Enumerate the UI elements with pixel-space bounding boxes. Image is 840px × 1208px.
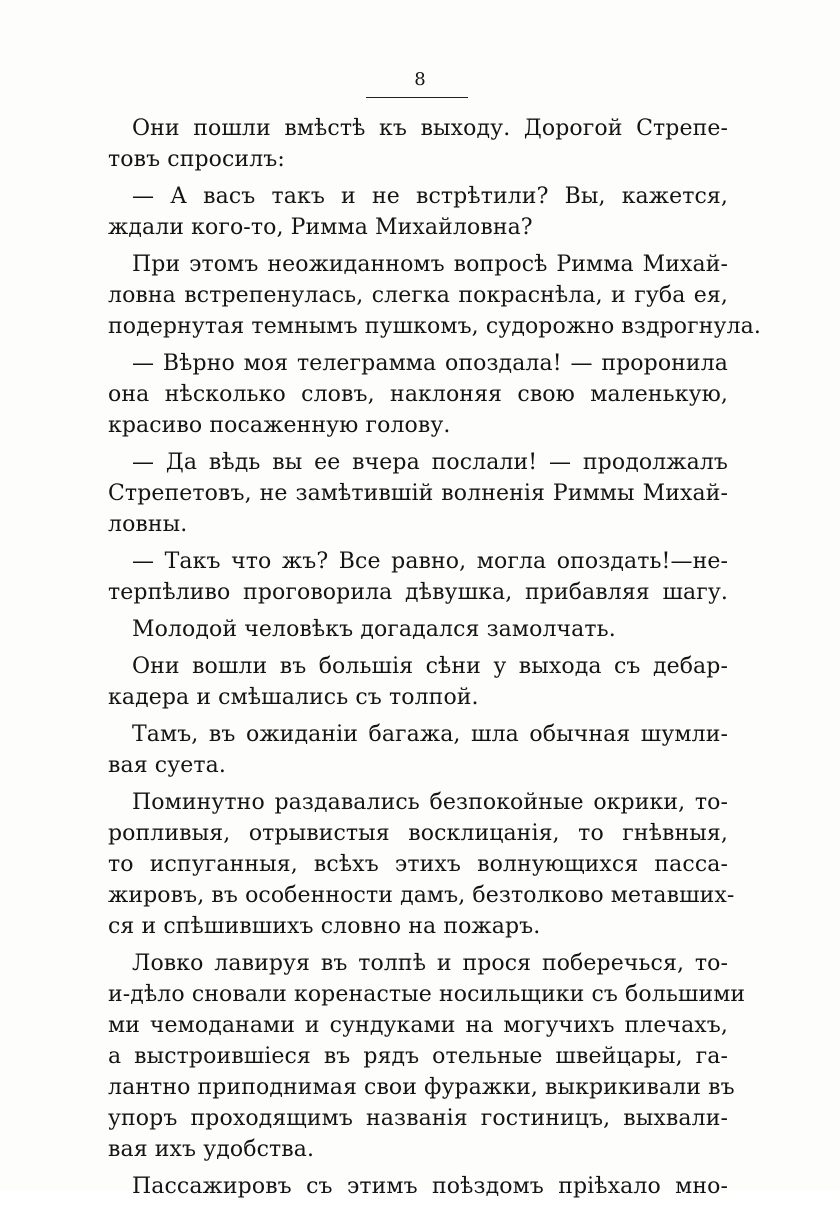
text-line: упоръ проходящимъ названія гостиницъ, выхвали- [108,1106,728,1131]
paragraph [108,447,728,540]
text-line: Ловко лавируя въ толпѣ и прося поберечься, то- [132,951,728,976]
text-line: Молодой человѣкъ догадался замолчать. [132,617,616,642]
paragraph [108,113,728,175]
text-line: ропливыя, отрывистыя восклицанія, то гнѣвныя, [108,821,728,846]
text-line: — Вѣрно моя телеграмма опоздала! — проронила [132,351,728,376]
text-line: Они пошли вмѣстѣ къ выходу. Дорогой Стрепе- [132,116,728,141]
paragraph [108,614,728,645]
text-line: лантно приподнимая свои фуражки, выкрикивали въ [108,1075,735,1100]
paragraph [108,719,728,781]
text-line: Стрепетовъ, не замѣтившій волненія Риммы Михай- [108,481,728,506]
text-line: она нѣсколько словъ, наклоняя свою маленькую, [108,382,728,407]
paragraph [108,546,728,608]
header-rule [366,97,468,98]
page-number: 8 [414,69,426,90]
text-line: ловна встрепенулась, слегка покраснѣла, и губа ея, [108,283,728,308]
text-line: ся и спѣшившихъ словно на пожаръ. [108,914,541,939]
text-line: При этомъ неожиданномъ вопросѣ Римма Михай- [132,252,728,277]
text-line: подернутая темнымъ пушкомъ, судорожно вздрогнула. [108,314,761,339]
paragraph [108,249,761,342]
text-line: ждали кого-то, Римма Михайловна? [108,215,533,240]
paragraph [108,787,735,942]
text-line: то испуганныя, всѣхъ этихъ волнующихся пасса- [108,852,728,877]
text-line: товъ спросилъ: [108,147,285,172]
text-line: Пассажировъ съ этимъ поѣздомъ пріѣхало мно- [132,1174,728,1199]
text-line: терпѣливо проговорила дѣвушка, прибавляя шагу. [108,580,728,605]
text-line: вая суета. [108,753,226,778]
text-line: а выстроившіеся въ рядъ отельные швейцары, га- [108,1044,728,1069]
body-text [108,113,761,1208]
text-line: жировъ, въ особенности дамъ, безтолково метавших- [108,883,735,908]
text-line: и-дѣло сновали коренастые носильщики съ большими [108,982,746,1007]
text-line: Поминутно раздавались безпокойные окрики, то- [132,790,728,815]
text-line: ловны. [108,512,188,537]
text-line: — Да вѣдь вы ее вчера послали! — продолжалъ [132,450,728,475]
text-line: красиво посаженную голову. [108,413,451,438]
paragraph [108,651,728,713]
text-line: вая ихъ удобства. [108,1137,315,1162]
text-line: — А васъ такъ и не встрѣтили? Вы, кажется, [132,184,728,209]
paragraph [108,348,728,441]
text-line: ми чемоданами и сундуками на могучихъ плечахъ, [108,1013,728,1038]
text-line: Они вошли въ большія сѣни у выхода съ дебар- [132,654,728,679]
paragraph [108,1171,728,1202]
text-line: — Такъ что жъ? Все равно, могла опоздать!—не- [132,549,728,574]
paragraph [108,181,728,243]
text-line: кадера и смѣшались съ толпой. [108,685,479,710]
text-line: Тамъ, въ ожиданіи багажа, шла обычная шумли- [132,722,728,747]
paragraph [108,948,746,1165]
